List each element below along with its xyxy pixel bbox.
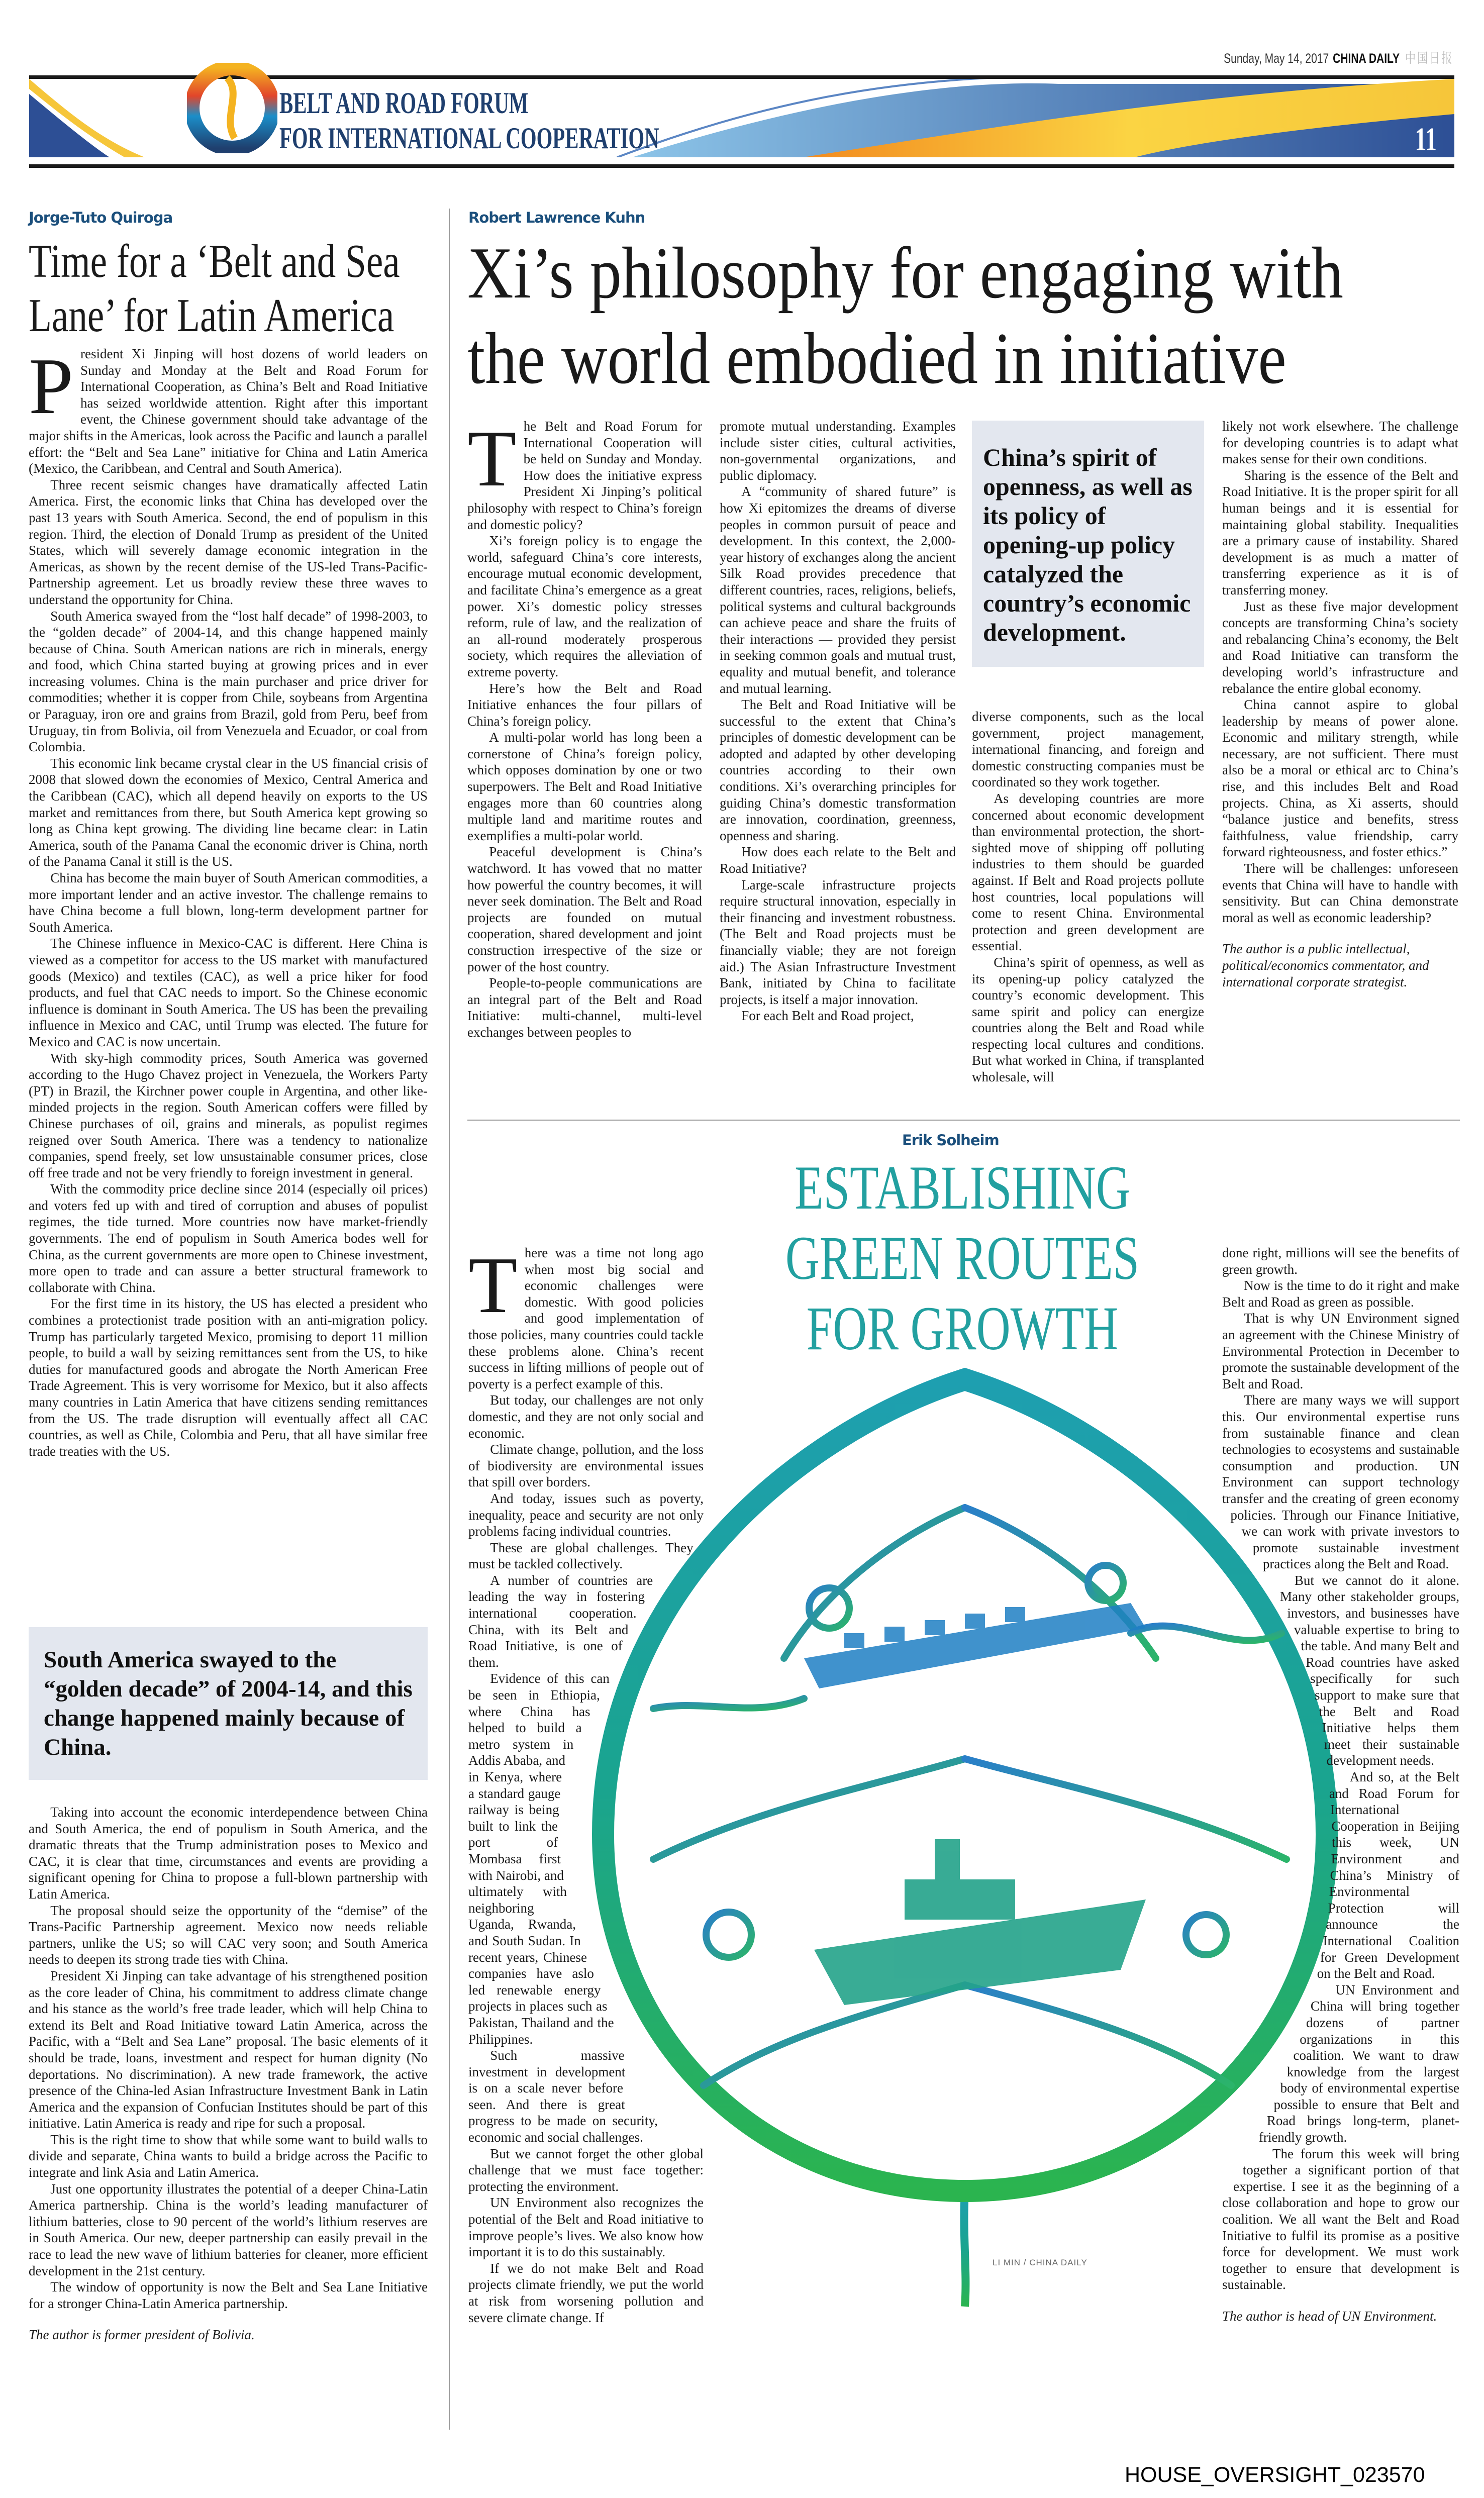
article-paragraph: A number of countries are leading the way in fostering international cooperation. China, with its Belt and Road Initiative, is one of them.	[468, 1572, 653, 1670]
article-paragraph: The Chinese influence in Mexico-CAC is different. Here China is viewed as a competitor for access to the US market with manufactured goods (Mexico) and textiles (CAC), as well a price hiker for food products, and fuel that CAC needs to import. So the Chinese economic influence is dominant in South America. The US has been the prevailing influence in Mexico and CAC, until Trump was elected. The future for Mexico and CAC is now uncertain.	[29, 936, 428, 1049]
article-paragraph: But we cannot forget the other global challenge that we must face together: protecting the environment.	[468, 2146, 704, 2194]
article-paragraph: If we do not make Belt and Road projects climate friendly, we put the world at risk from worsening pollution and severe climate change. If	[468, 2260, 704, 2325]
article-paragraph: South America swayed from the “lost half decade” of 1998-2003, to the “golden decade” of 2004-14, and this change happened mainly because of China. South American nations are rich in minerals, energy and food, which China started buying at growing prices and in ever increasing volumes. China is the main purchaser and price driver for commodities; whether it is copper from Chile, soybeans from Argentina or Paraguay, iron ore and grains from Brazil, gold from Peru, beef from Uruguay, tin from Bolivia, oil from Venezuela and Ecuador, or coal from Colombia.	[29, 608, 428, 755]
article-paragraph: How does each relate to the Belt and Road Initiative?	[720, 844, 956, 876]
article-body-quiroga-part1	[29, 341, 428, 1459]
article-paragraph: This economic link became crystal clear in the US financial crisis of 2008 that slowed down the economies of Mexico, Central America and the Caribbean (CAC), which all depend heavily on exports to the US market and remittances from there, but South America kept growing so long as China kept growing. The dividing line became clear: in Latin America, south of the Panama Canal the economic driver is China, north of the Panama Canal it still is the US.	[29, 755, 428, 869]
article-paragraph: Three recent seismic changes have dramatically affected Latin America. First, the economic links that China has developed over the past 13 years with South America. Second, the end of populism in this region. Third, the election of Donald Trump as president of the United States, which will severely damage economic integration in the Americas, as shown by the recent demise of the US-led Trans-Pacific-Partnership agreement. Let us broadly review these three waves to understand the opportunity for China.	[29, 477, 428, 607]
article-paragraph: Now is the time to do it right and make Belt and Road as green as possible.	[1222, 1278, 1459, 1310]
article-paragraph: Peaceful development is China’s watchword. It has vowed that no matter how powerful the country becomes, it will never seek domination. The Belt and Road projects are founded on mutual cooperation, shared development and joint construction irrespective of the size or power of the host country.	[467, 844, 702, 974]
article-paragraph: This is the right time to show that while some want to build walls to divide and separate, China wants to build a bridge across the Pacific to integrate and link Asia and Latin America.	[29, 2132, 428, 2180]
article-body-kuhn-col4	[1222, 418, 1458, 990]
pull-quote-kuhn	[972, 421, 1204, 667]
article-paragraph: Here’s how the Belt and Road Initiative enhances the four pillars of China’s foreign policy.	[467, 680, 702, 729]
section-title	[279, 85, 659, 156]
paper-name: CHINA DAILY	[1333, 51, 1400, 66]
article-paragraph: Climate change, pollution, and the loss of biodiversity are environmental issues that spill over borders.	[468, 1442, 704, 1490]
headline-kuhn	[467, 230, 1343, 401]
article-paragraph: Sharing is the essence of the Belt and Road Initiative. It is the proper spirit for all human beings and it is essential for maintaining global stability. Inequalities are a primary cause of instability. Shared development is as much a matter of transferring experience as it is of transferring money.	[1222, 467, 1458, 597]
forum-logo	[187, 63, 277, 153]
issue-date: Sunday, May 14, 2017	[1224, 51, 1329, 66]
article-paragraph: The forum this week will bring together a significant portion of that expertise. I see it as the beginning of a close collaboration and hope to grow our coalition. We all want the Belt and Road Initiative to fulfil its promise as a positive force for development. We must work together to ensure that development is sustainable.	[1222, 2146, 1459, 2292]
article-paragraph: But we cannot do it alone. Many other stakeholder groups, investors, and businesses have valuable expertise to bring to the table. And many Belt and Road countries have asked specifically for such support to make sure that the Belt and Road Initiative helps them meet their sustainable development needs.	[1280, 1572, 1459, 1768]
article-paragraph: China cannot aspire to global leadership by means of power alone. Economic and military strength, while necessary, are not sufficient. There must also be a moral or ethical arc to China’s rise, and this includes Belt and Road projects. China, as Xi asserts, should “balance justice and benefits, stress faithfulness, value friendship, carry forward righteousness, and foster ethics.”	[1222, 697, 1458, 860]
article-paragraph: diverse components, such as the local government, project management, international financing, and foreign and domestic constructing companies must be coordinated so they work together.	[972, 709, 1204, 790]
document-id-stamp: HOUSE_OVERSIGHT_023570	[1125, 2463, 1425, 2487]
byline-kuhn: Robert Lawrence Kuhn	[468, 209, 645, 226]
article-paragraph: There was a time not long ago when most big social and economic challenges were domestic. With good policies and good implementation of those policies, many countries could tackle these problems alone. China’s recent success in lifting millions of people out of poverty is a perfect example of this.	[468, 1240, 704, 1391]
article-body-quiroga-part2	[29, 1804, 428, 2343]
article-paragraph: The Belt and Road Forum for International Cooperation will be held on Sunday and Monday. How does the initiative express President Xi Jinping’s political philosophy with respect to China’s foreign and domestic policy?	[467, 414, 702, 532]
article-body-kuhn-col1	[467, 414, 702, 1041]
article-paragraph: People-to-people communications are an integral part of the Belt and Road Initiative: multi-channel, multi-level exchanges between peoples to	[467, 975, 702, 1040]
article-paragraph: Large-scale infrastructure projects require structural innovation, especially in their financing and investment robustness. (The Belt and Road projects must be financially viable; they are not foreign aid.) The Asian Infrastructure Investment Bank, initiated by China to facilitate projects, is itself a major innovation.	[720, 877, 956, 1007]
illustration-credit: LI MIN / CHINA DAILY	[993, 2258, 1087, 2267]
page-number: 11	[1415, 121, 1437, 158]
headline-quiroga	[29, 234, 400, 343]
article-paragraph: The Belt and Road Initiative will be successful to the extent that China’s principles of domestic development can be adopted and adapted by other developing countries according to their own conditions. Xi’s overarching principles for guiding China’s domestic transformation are innovation, coordination, greenness, openness and sharing.	[720, 697, 956, 843]
article-paragraph: A multi-polar world has long been a cornerstone of China’s foreign policy, which opposes domination by one or two superpowers. The Belt and Road Initiative engages more than 60 countries along multiple land and maritime routes and exemplifies a multi-polar world.	[467, 730, 702, 843]
byline-quiroga: Jorge-Tuto Quiroga	[29, 209, 173, 226]
article-paragraph: likely not work elsewhere. The challenge for developing countries is to adapt what makes sense for their own conditions.	[1222, 419, 1458, 467]
pull-quote-text: South America swayed to the “golden decade” of 2004-14, and this change happened mainly because of China.	[44, 1647, 413, 1760]
article-paragraph: The proposal should seize the opportunity of the “demise” of the Trans-Pacific Partnership agreement. Mexico now needs reliable partners, unlike the US; so will CAC very soon; and South America needs to deepen its strong trade ties with China.	[29, 1903, 428, 1967]
article-paragraph: China has become the main buyer of South American commodities, a more important lender and an active investor. The challenge remains to have China become a full blown, long-term development partner for South America.	[29, 870, 428, 935]
article-body-solheim-col2	[1222, 1245, 1459, 2325]
headline-line: Lane’ for Latin America	[29, 289, 394, 342]
article-paragraph: These are global challenges. They must be tackled collectively.	[468, 1540, 694, 1572]
headline-line: Xi’s philosophy for engaging with	[467, 232, 1343, 314]
author-note: The author is head of UN Environment.	[1222, 2309, 1437, 2324]
article-paragraph: Such massive investment in development is on a scale never before seen. And there is great progress to be made on security, economic and social challenges.	[468, 2048, 658, 2145]
headline-line: ESTABLISHING	[795, 1153, 1130, 1222]
article-paragraph: Xi’s foreign policy is to engage the world, safeguard China’s core interests, encourage mutual economic development, and facilitate China’s emergence as a great power. Xi’s domestic policy stresses reform, rule of law, and the realization of an all-round moderately prosperous society, which requires the alleviation of extreme poverty.	[467, 533, 702, 679]
article-paragraph: UN Environment also recognizes the potential of the Belt and Road initiative to improve people’s lives. We also know how important it is to do this sustainably.	[468, 2195, 704, 2260]
article-paragraph: There will be challenges: unforeseen events that China will have to handle with sensitivity. But can China demonstrate moral as well as economic leadership?	[1222, 861, 1458, 925]
headline-line: FOR GROWTH	[806, 1294, 1119, 1363]
pull-quote-quiroga	[29, 1627, 428, 1780]
article-paragraph: Taking into account the economic interdependence between China and South America, the end of populism in South America, and the dramatic threats that the Trump administration poses to Mexico and CAC, it is clear that time, circumstances and events are providing a significant opening for China to propose a full-blown partnership with Latin America.	[29, 1805, 428, 1902]
article-paragraph: China’s spirit of openness, as well as its opening-up policy catalyzed the country’s economic development. This same spirit and policy can energize countries along the Belt and Road while respecting local cultures and conditions. But what worked in China, if transplanted wholesale, will	[972, 954, 1204, 1085]
article-paragraph: With sky-high commodity prices, South America was governed according to the Hugo Chavez project in Venezuela, the Workers Party (PT) in Brazil, the Kirchner power couple in Argentina, and other like-minded projects in the region. South American coffers were filled by Chinese purchases of oil, grains and minerals, as populist regimes reigned over South America. There was a tendency to nationalize companies, spend freely, set low unsustainable consumer prices, close off free trade and not be very friendly to foreign investment in general.	[29, 1050, 428, 1180]
byline-solheim: Erik Solheim	[902, 1132, 999, 1149]
paper-name-chinese: 中国日报	[1405, 51, 1454, 66]
headline-line: the world embodied in initiative	[467, 318, 1287, 399]
article-paragraph: But today, our challenges are not only domestic, and they are not only social and economic.	[468, 1392, 704, 1441]
headline-line: Time for a ‘Belt and Sea	[29, 235, 400, 287]
article-paragraph: Just one opportunity illustrates the potential of a deeper China-Latin America partnership. China is the world’s leading manufacturer of lithium batteries, close to 90 percent of the world’s lithium reserves are in South America. Our new, deeper partnership can easily prevail in the race to lead the new wave of lithium batteries for cleaner, more efficient development in the 21st century.	[29, 2181, 428, 2278]
article-paragraph: Just as these five major development concepts are transforming China’s society and rebalancing China’s economy, the Belt and Road Initiative can transform the developing world’s infrastructure and rebalance the entire global economy.	[1222, 598, 1458, 696]
article-body-kuhn-col3	[972, 709, 1204, 1085]
article-body-kuhn-col2	[720, 418, 956, 1024]
article-paragraph: The window of opportunity is now the Belt and Sea Lane Initiative for a stronger China-Latin America partnership.	[29, 2279, 428, 2311]
article-paragraph: done right, millions will see the benefits of green growth.	[1222, 1245, 1459, 1277]
article-paragraph: As developing countries are more concerned about economic development than environmental protection, the short-sighted move of shipping off polluting industries to them should be guarded against. If Belt and Road projects pollute host countries, local populations will come to resent China. Environmental protection and green development are essential.	[972, 790, 1204, 954]
section-title-line2: FOR INTERNATIONAL COOPERATION	[279, 122, 659, 155]
article-paragraph: A “community of shared future” is how Xi epitomizes the dreams of diverse peoples in common pursuit of peace and development. In this context, the 2,000-year history of exchanges along the ancient Silk Road provides precedence that different countries, races, religions, beliefs, political systems and cultural backgrounds can achieve peace and share the fruits of their interactions — provided they persist in seeking common goals and mutual trust, equality and mutual benefit, and tolerance and mutual learning.	[720, 484, 956, 696]
article-paragraph: With the commodity price decline since 2014 (especially oil prices) and voters fed up with and tired of corruption and abuses of populist regimes, the tide turned. More countries now have market-friendly governments. The end of populism in South America bodes well for China, as the current governments are more open to Chinese investment, more open to trade and can assure a better structural framework to collaborate with China.	[29, 1181, 428, 1295]
pull-quote-text: China’s spirit of openness, as well as its policy of opening-up policy catalyzed the country’s economic development.	[983, 443, 1193, 646]
dateline	[1224, 50, 1454, 66]
article-paragraph: And so, at the Belt and Road Forum for International Cooperation in Beijing this week, UN Environment and China’s Ministry of Environmental Protection will announce the International Coalition for Green Development on the Belt and Road.	[1317, 1769, 1459, 1981]
article-body-solheim-col1	[468, 1240, 704, 2326]
headline-line: GREEN ROUTES	[785, 1224, 1140, 1292]
article-paragraph: For the first time in its history, the US has elected a president who combines a protectionist trade position with an anti-migration policy. Trump has particularly targeted Mexico, promising to deport 11 million people, to build a wall by seizing remittances sent from the US, to hike duties for manufactured goods and abrogate the North American Free Trade Agreement. This is very worrisome for Mexico, but it also affects many countries in Latin America that have citizens sending remittances from the US. The trade disruption will eventually affect all CAC countries, as well as Chile, Colombia and Peru, that all have similar free trade treaties with the US.	[29, 1296, 428, 1459]
article-paragraph: That is why UN Environment signed an agreement with the Chinese Ministry of Environmental Protection in December to promote the sustainable development of the Belt and Road.	[1222, 1311, 1459, 1391]
column-divider	[449, 209, 450, 2430]
author-note: The author is former president of Bolivia.	[29, 2327, 255, 2343]
section-title-line1: BELT AND ROAD FORUM	[279, 86, 529, 120]
section-divider	[467, 1120, 1460, 1121]
author-note: The author is a public intellectual, political/economics commentator, and international corporate strategist.	[1222, 941, 1429, 989]
article-paragraph: President Xi Jinping can take advantage of his strengthened position as the core leader of China, his commitment to address climate change and his stance as the world’s free trade leader, which will help China to extend its Belt and Road Initiative toward Latin America, across the Pacific, with a “Belt and Sea Lane” proposal. The basic elements of it should be trade, loans, investment and respect for human dignity (No deportations. No discrimination). A new trade framework, the active presence of the China-led Asian Infrastructure Investment Bank in Latin America and the expansion of Confucian Institutes should be part of this initiative. Latin America is ready and ripe for such a proposal.	[29, 1968, 428, 2131]
article-paragraph: promote mutual understanding. Examples include sister cities, cultural activities, non-governmental organizations, and public diplomacy.	[720, 419, 956, 483]
article-paragraph: There are many ways we will support this. Our environmental expertise runs from sustainable finance and clean technologies to ecosystems and sustainable consumption and production. UN Environment can support technology transfer and the creating of green economy policies. Through our Finance Initiative, we can work with private investors to promote sustainable investment practices along the Belt and Road.	[1222, 1392, 1459, 1572]
article-paragraph: President Xi Jinping will host dozens of world leaders on Sunday and Monday at the Belt and Road Forum for International Cooperation, as China’s Belt and Road Initiative has seized worldwide attention. Right after this important event, the Chinese government should take advantage of the major shifts in the Americas, look across the Pacific and launch a parallel effort: the “Belt and Sea Lane” initiative for China and Latin America (Mexico, the Caribbean, and Central and South America).	[29, 341, 428, 476]
article-paragraph: For each Belt and Road project,	[741, 1008, 914, 1024]
article-paragraph: UN Environment and China will bring together dozens of partner organizations in this coalition. We want to draw knowledge from the largest body of environmental expertise possible to ensure that Belt and Road brings long-term, planet-friendly growth.	[1258, 1982, 1459, 2145]
article-paragraph: And today, issues such as poverty, inequality, peace and security are not only problems facing individual countries.	[468, 1490, 704, 1539]
article-paragraph: Evidence of this can be seen in Ethiopia, where China has helped to build a metro system in Addis Ababa, and in Kenya, where a standard gauge railway is being built to link the port of Mombasa first with Nairobi, and ultimately with neighboring Uganda, Rwanda, and South Sudan. In recent years, Chinese companies have aslo led renewable energy projects in places such as Pakistan, Thailand and the Philippines.	[468, 1671, 614, 2047]
